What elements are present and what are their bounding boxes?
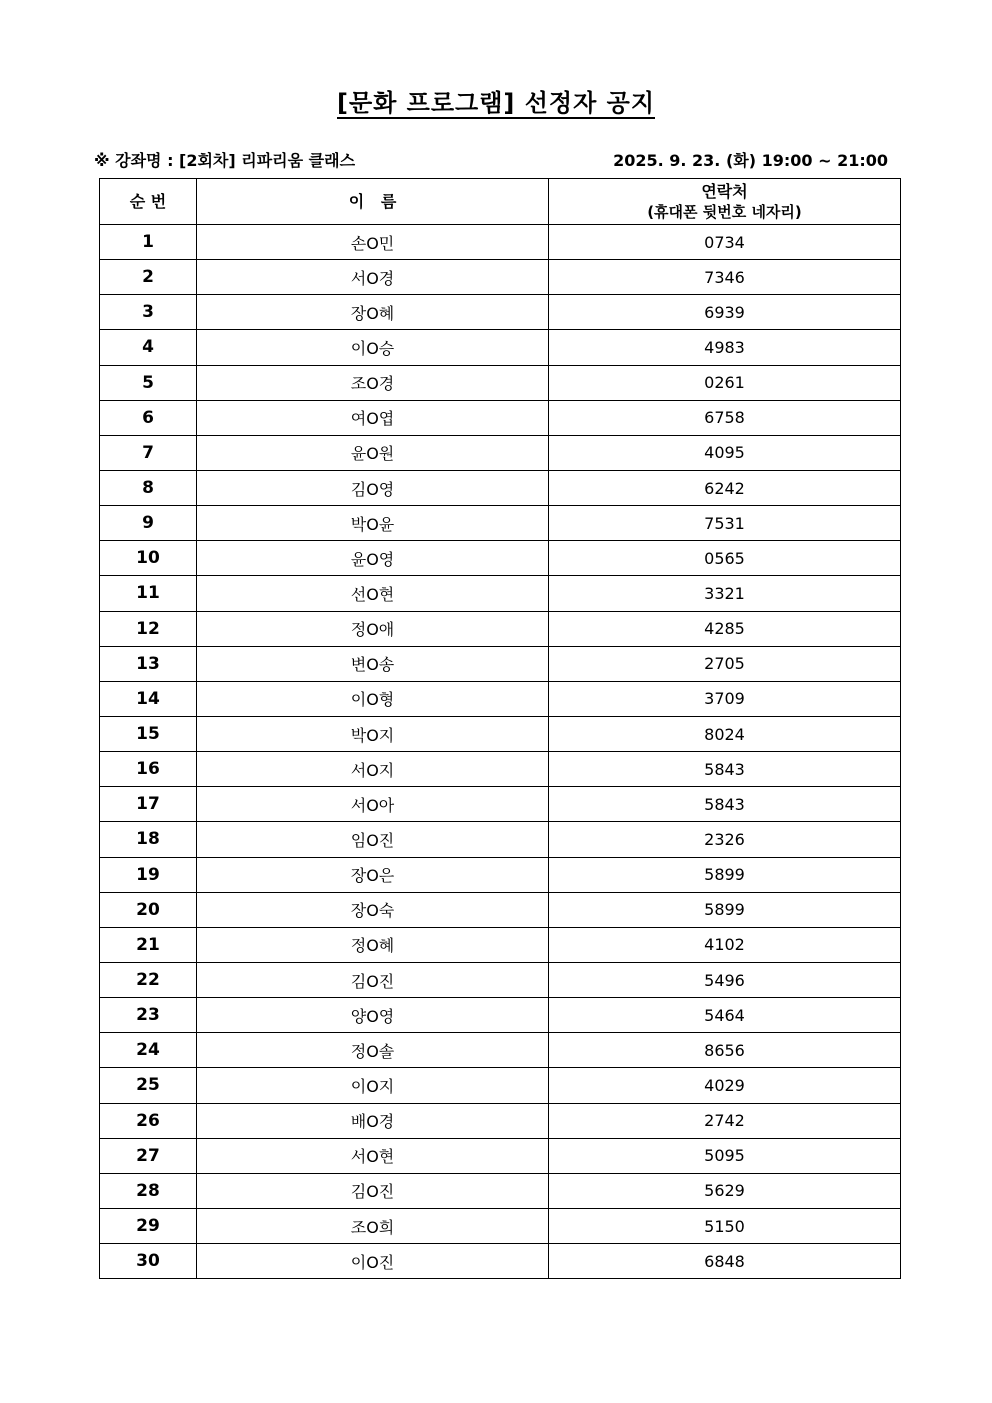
course-info-bar — [94, 146, 890, 172]
row-number: 18 — [100, 822, 197, 857]
table-row — [100, 611, 901, 646]
table-row — [100, 1244, 901, 1279]
row-number: 3 — [100, 295, 197, 330]
row-name: 장O숙 — [197, 892, 549, 927]
row-phone: 3709 — [549, 681, 901, 716]
row-number: 27 — [100, 1138, 197, 1173]
row-number: 22 — [100, 962, 197, 997]
row-phone: 5095 — [549, 1138, 901, 1173]
row-number: 16 — [100, 752, 197, 787]
row-name: 장O은 — [197, 857, 549, 892]
row-phone: 8656 — [549, 1033, 901, 1068]
row-phone: 4285 — [549, 611, 901, 646]
row-number: 14 — [100, 681, 197, 716]
row-phone: 5150 — [549, 1208, 901, 1243]
table-row — [100, 576, 901, 611]
row-phone: 4983 — [549, 330, 901, 365]
row-name: 조O희 — [197, 1208, 549, 1243]
table-row — [100, 716, 901, 751]
row-number: 12 — [100, 611, 197, 646]
row-phone: 8024 — [549, 716, 901, 751]
row-name: 손O민 — [197, 225, 549, 260]
row-name: 김O진 — [197, 1173, 549, 1208]
row-phone: 5629 — [549, 1173, 901, 1208]
row-name: 박O윤 — [197, 506, 549, 541]
row-number: 2 — [100, 260, 197, 295]
table-row — [100, 470, 901, 505]
row-number: 8 — [100, 470, 197, 505]
row-phone: 4095 — [549, 435, 901, 470]
row-phone: 0565 — [549, 541, 901, 576]
row-name: 선O현 — [197, 576, 549, 611]
table-row — [100, 295, 901, 330]
table-row — [100, 752, 901, 787]
row-phone: 5899 — [549, 857, 901, 892]
table-row — [100, 330, 901, 365]
row-phone: 5496 — [549, 962, 901, 997]
row-name: 서O아 — [197, 787, 549, 822]
row-name: 서O현 — [197, 1138, 549, 1173]
row-number: 25 — [100, 1068, 197, 1103]
table-row — [100, 365, 901, 400]
row-number: 23 — [100, 998, 197, 1033]
row-number: 11 — [100, 576, 197, 611]
row-name: 서O지 — [197, 752, 549, 787]
row-number: 17 — [100, 787, 197, 822]
row-number: 13 — [100, 646, 197, 681]
row-number: 9 — [100, 506, 197, 541]
table-row — [100, 927, 901, 962]
row-number: 20 — [100, 892, 197, 927]
row-number: 24 — [100, 1033, 197, 1068]
table-row — [100, 260, 901, 295]
table-row — [100, 225, 901, 260]
table-row — [100, 892, 901, 927]
column-header-phone-label: 연락처 — [701, 181, 748, 201]
row-name: 변O송 — [197, 646, 549, 681]
row-phone: 3321 — [549, 576, 901, 611]
table-row — [100, 1033, 901, 1068]
page-title — [0, 86, 992, 120]
row-number: 28 — [100, 1173, 197, 1208]
table-row — [100, 857, 901, 892]
row-phone: 2705 — [549, 646, 901, 681]
row-name: 조O경 — [197, 365, 549, 400]
row-phone: 6758 — [549, 400, 901, 435]
row-number: 26 — [100, 1103, 197, 1138]
table-row — [100, 998, 901, 1033]
page-title-text: [문화 프로그램] 선정자 공지 — [336, 89, 656, 117]
table-row — [100, 681, 901, 716]
table-row — [100, 541, 901, 576]
row-number: 19 — [100, 857, 197, 892]
row-name: 양O영 — [197, 998, 549, 1033]
row-number: 30 — [100, 1244, 197, 1279]
row-name: 박O지 — [197, 716, 549, 751]
row-phone: 0261 — [549, 365, 901, 400]
table-row — [100, 506, 901, 541]
table-row — [100, 1068, 901, 1103]
row-name: 이O형 — [197, 681, 549, 716]
row-number: 5 — [100, 365, 197, 400]
row-phone: 6848 — [549, 1244, 901, 1279]
row-phone: 6242 — [549, 470, 901, 505]
row-name: 윤O영 — [197, 541, 549, 576]
row-name: 배O경 — [197, 1103, 549, 1138]
table-row — [100, 1208, 901, 1243]
row-name: 정O혜 — [197, 927, 549, 962]
row-name: 윤O원 — [197, 435, 549, 470]
row-name: 장O혜 — [197, 295, 549, 330]
row-number: 10 — [100, 541, 197, 576]
table-header-row — [100, 179, 901, 225]
row-name: 정O솔 — [197, 1033, 549, 1068]
table-row — [100, 1173, 901, 1208]
table-row — [100, 646, 901, 681]
table-body — [100, 225, 901, 1279]
row-number: 6 — [100, 400, 197, 435]
column-header-phone — [549, 179, 901, 225]
row-name: 여O엽 — [197, 400, 549, 435]
row-phone: 7531 — [549, 506, 901, 541]
row-phone: 5843 — [549, 787, 901, 822]
column-header-name: 이 름 — [197, 179, 549, 225]
row-phone: 5843 — [549, 752, 901, 787]
row-phone: 7346 — [549, 260, 901, 295]
row-number: 1 — [100, 225, 197, 260]
table-row — [100, 962, 901, 997]
table-row — [100, 1103, 901, 1138]
selected-participants-table — [99, 178, 901, 1279]
row-phone: 2742 — [549, 1103, 901, 1138]
row-name: 정O애 — [197, 611, 549, 646]
row-name: 이O지 — [197, 1068, 549, 1103]
row-number: 4 — [100, 330, 197, 365]
row-phone: 0734 — [549, 225, 901, 260]
row-phone: 6939 — [549, 295, 901, 330]
row-name: 임O진 — [197, 822, 549, 857]
table-row — [100, 1138, 901, 1173]
course-schedule: 2025. 9. 23. (화) 19:00 ~ 21:00 — [613, 150, 888, 170]
row-name: 김O진 — [197, 962, 549, 997]
row-phone: 4102 — [549, 927, 901, 962]
table-row — [100, 787, 901, 822]
row-number: 29 — [100, 1208, 197, 1243]
row-name: 김O영 — [197, 470, 549, 505]
column-header-number: 순 번 — [100, 179, 197, 225]
row-name: 서O경 — [197, 260, 549, 295]
table-row — [100, 435, 901, 470]
course-name: ※ 강좌명 : [2회차] 리파리움 클래스 — [94, 150, 356, 170]
column-header-phone-sub: (휴대폰 뒷번호 네자리) — [647, 202, 802, 221]
row-number: 7 — [100, 435, 197, 470]
table-row — [100, 400, 901, 435]
row-phone: 5899 — [549, 892, 901, 927]
row-name: 이O진 — [197, 1244, 549, 1279]
row-phone: 5464 — [549, 998, 901, 1033]
row-phone: 4029 — [549, 1068, 901, 1103]
row-phone: 2326 — [549, 822, 901, 857]
row-number: 15 — [100, 716, 197, 751]
row-number: 21 — [100, 927, 197, 962]
row-name: 이O승 — [197, 330, 549, 365]
table-row — [100, 822, 901, 857]
